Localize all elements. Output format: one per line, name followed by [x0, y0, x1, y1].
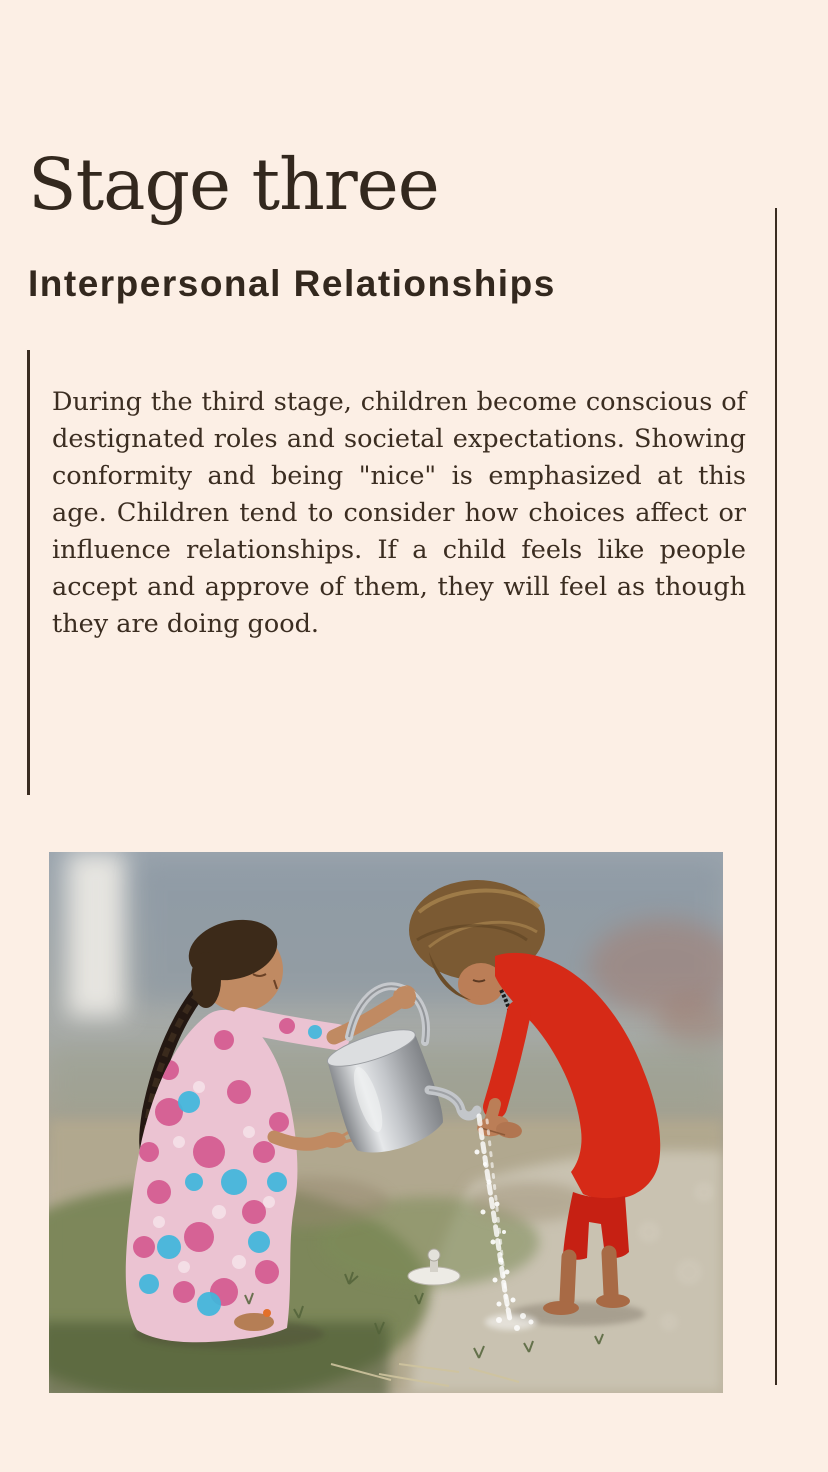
- paragraph-left-rule: [27, 350, 30, 795]
- children-sharing-water-photo: [49, 852, 723, 1393]
- body-paragraph: During the third stage, children become conscious of destignated roles and societal expectations. Showing conformity and being "nice" is emphasized at this age. Children tend to consider how choices affect or influence relationships. If a child feels like people accept and approve of them, they will feel as though they are doing good.: [52, 387, 746, 639]
- decorative-right-rule: [775, 208, 777, 1385]
- page-subtitle: Interpersonal Relationships: [28, 263, 556, 304]
- children-photo-illustration: [49, 852, 723, 1393]
- page-title: Stage three: [28, 143, 439, 226]
